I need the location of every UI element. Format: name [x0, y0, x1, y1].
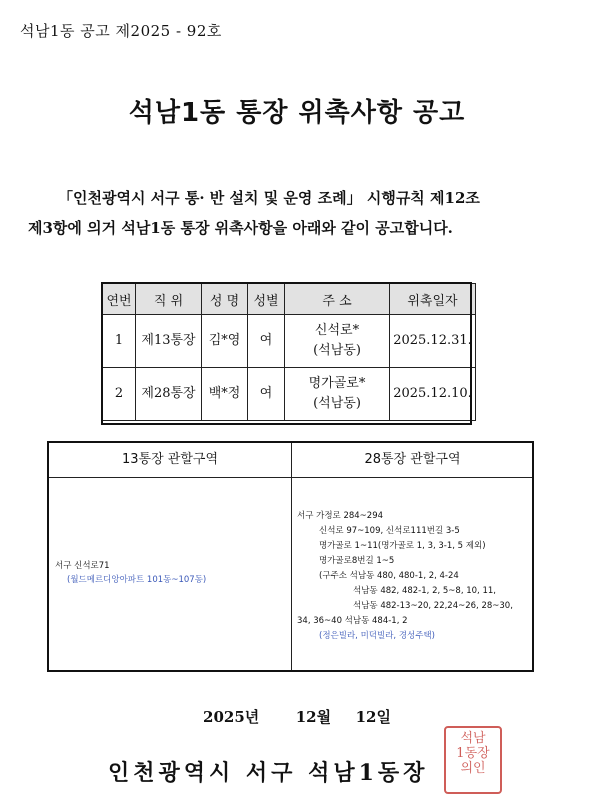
cell-position: 제28통장: [136, 368, 202, 421]
area-28-line: (정은빌라, 미덕빌라, 경성주택): [319, 631, 435, 641]
cell-name: 백*정: [202, 368, 248, 421]
area-header-28: 28통장 관할구역: [364, 452, 461, 467]
area-28-line: 서구 가정로 284~294: [297, 511, 384, 521]
area-28-line: (구주소 석남동 480, 480-1, 2, 4-24: [319, 571, 459, 581]
cell-name: 김*영: [202, 315, 248, 368]
cell-no: 2: [103, 368, 136, 421]
jurisdiction-box: [47, 441, 534, 672]
table-row: [103, 368, 476, 421]
area-28-line: 명가골로8번길 1~5: [319, 556, 395, 566]
area-13-line: (월드메르디앙아파트 101동~107동): [67, 575, 207, 585]
header-no: 연번: [103, 284, 136, 315]
notice-number: 석남1동 공고 제2025 - 92호: [20, 22, 222, 40]
cell-position: 제13통장: [136, 315, 202, 368]
address-line-2: (석남동): [313, 343, 361, 358]
area-28-text: [297, 509, 531, 644]
header-gender: 성별: [248, 284, 285, 315]
address-line-2: (석남동): [313, 396, 361, 411]
page-title: 석남1동 통장 위촉사항 공고: [128, 98, 466, 128]
area-13-text: [55, 559, 206, 587]
header-position: 직 위: [136, 284, 202, 315]
area-header-13: 13통장 관할구역: [121, 452, 219, 467]
area-28-line: 석남동 482-13~20, 22,24~26, 28~30,: [353, 601, 513, 611]
header-name: 성 명: [202, 284, 248, 315]
cell-address: [285, 368, 390, 421]
area-divider-vertical: [291, 443, 292, 670]
area-28-line: 34, 36~40 석남동 484-1, 2: [297, 616, 408, 626]
address-line-1: 신석로*: [314, 323, 360, 338]
header-address: 주 소: [285, 284, 390, 315]
signature: 인천광역시 서구 석남1동장: [108, 760, 429, 786]
cell-date: 2025.12.31.: [390, 315, 476, 368]
area-28-line: 석남동 482, 482-1, 2, 5~8, 10, 11,: [353, 586, 496, 596]
date-month: 12월: [295, 708, 332, 726]
header-date: 위촉일자: [390, 284, 476, 315]
cell-date: 2025.12.10.: [390, 368, 476, 421]
cell-no: 1: [103, 315, 136, 368]
address-line-1: 명가골로*: [308, 376, 366, 391]
table-header-row: [103, 284, 476, 315]
body-line-1: 「인천광역시 서구 통· 반 설치 및 운영 조례」 시행규칙 제12조: [58, 189, 480, 207]
area-13-line: 서구 신석로71: [55, 561, 110, 571]
date-year: 2025년: [203, 708, 260, 726]
body-line-2: 제3항에 의거 석남1동 통장 위촉사항을 아래와 같이 공고합니다.: [28, 219, 453, 237]
cell-address: [285, 315, 390, 368]
area-28-line: 명가골로 1~11(명가골로 1, 3, 3-1, 5 제외): [319, 541, 486, 551]
notice-date: [0, 706, 594, 727]
cell-gender: 여: [248, 315, 285, 368]
official-seal-icon: 석남 1동장 의인: [444, 726, 502, 794]
date-day: 12일: [355, 708, 391, 726]
cell-gender: 여: [248, 368, 285, 421]
area-28-line: 신석로 97~109, 신석로111번길 3-5: [319, 526, 460, 536]
appointment-table: [102, 283, 476, 421]
table-row: [103, 315, 476, 368]
body-text: [28, 183, 548, 243]
